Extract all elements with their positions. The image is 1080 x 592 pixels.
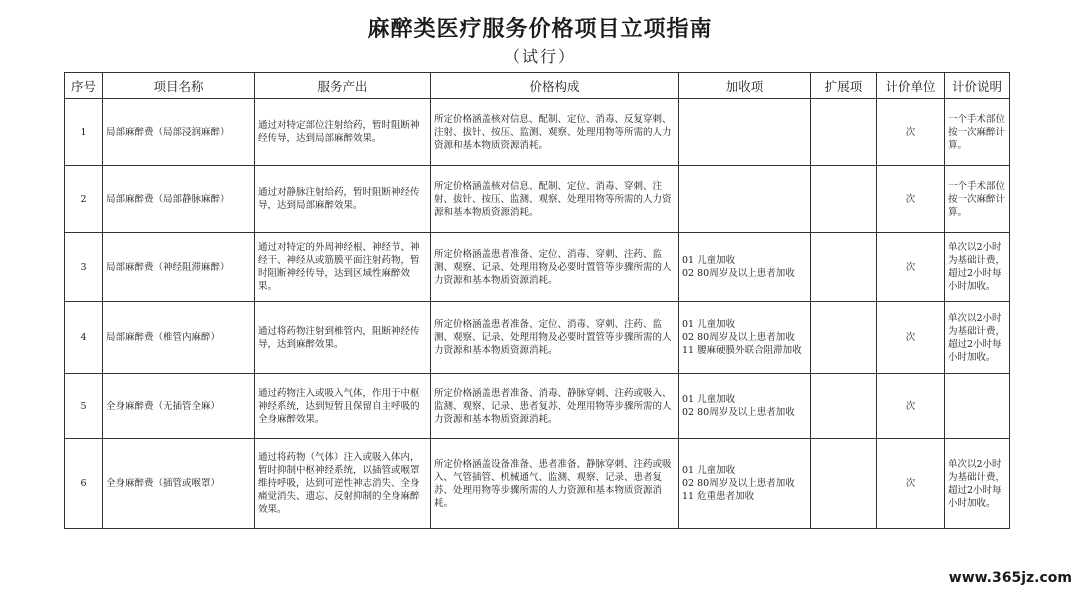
surcharge-item: 01 儿童加收 [682,255,736,266]
surcharge-item: 01 儿童加收 [682,465,736,476]
cell-extension [811,439,877,529]
site-watermark: www.365jz.com [948,570,1072,586]
table-row [65,233,1010,302]
cell-pricing-note: 一个手术部位按一次麻醉计算。 [945,166,1010,233]
surcharge-item: 02 80周岁及以上患者加收 [682,407,795,418]
cell-pricing-note: 单次以2小时为基础计费，超过2小时每小时加收。 [945,439,1010,529]
cell-pricing-unit: 次 [877,439,945,529]
table-row [65,166,1010,233]
cell-extension [811,99,877,166]
cell-pricing-unit: 次 [877,233,945,302]
cell-no: 4 [65,302,103,374]
cell-pricing-unit: 次 [877,374,945,439]
cell-no: 2 [65,166,103,233]
cell-surcharge [679,374,811,439]
cell-item-name: 全身麻醉费（无插管全麻） [103,374,255,439]
table-row [65,439,1010,529]
cell-pricing-note: 单次以2小时为基础计费，超过2小时每小时加收。 [945,302,1010,374]
header-surcharge: 加收项 [679,73,811,99]
cell-surcharge [679,302,811,374]
cell-pricing-unit: 次 [877,166,945,233]
cell-no: 6 [65,439,103,529]
cell-item-name: 局部麻醉费（椎管内麻醉） [103,302,255,374]
header-pricing-note: 计价说明 [945,73,1010,99]
surcharge-item: 02 80周岁及以上患者加收 [682,478,795,489]
cell-surcharge [679,233,811,302]
cell-pricing-note: 一个手术部位按一次麻醉计算。 [945,99,1010,166]
cell-price-composition: 所定价格涵盖患者准备、定位、消毒、穿刺、注药、监测、观察、记录、处理用物及必要时置管等步骤所需的人力资源和基本物质资源消耗。 [431,233,679,302]
header-price-composition: 价格构成 [431,73,679,99]
cell-extension [811,166,877,233]
cell-service-output: 通过将药物注射到椎管内，阻断神经传导，达到麻醉效果。 [255,302,431,374]
header-no: 序号 [65,73,103,99]
table-row [65,374,1010,439]
document-subtitle: （试行） [503,47,576,66]
cell-item-name: 全身麻醉费（插管或喉罩） [103,439,255,529]
cell-item-name: 局部麻醉费（局部浸润麻醉） [103,99,255,166]
surcharge-item: 02 80周岁及以上患者加收 [682,332,795,343]
cell-surcharge [679,99,811,166]
cell-extension [811,302,877,374]
cell-surcharge [679,166,811,233]
cell-pricing-note [945,374,1010,439]
table-header-row [65,73,1010,99]
cell-price-composition: 所定价格涵盖核对信息、配制、定位、消毒、穿刺、注射、拔针、按压、监测、观察、处理用物等所需的人力资源和基本物质资源消耗。 [431,166,679,233]
cell-extension [811,374,877,439]
cell-surcharge [679,439,811,529]
table-row [65,302,1010,374]
cell-pricing-unit: 次 [877,99,945,166]
cell-service-output: 通过药物注入或吸入气体，作用于中枢神经系统，达到短暂且保留自主呼吸的全身麻醉效果。 [255,374,431,439]
cell-service-output: 通过对特定的外周神经根、神经节、神经干、神经从或筋膜平面注射药物，暂时阻断神经传导，达到区域性麻醉效果。 [255,233,431,302]
table-row [65,99,1010,166]
header-pricing-unit: 计价单位 [877,73,945,99]
cell-price-composition: 所定价格涵盖核对信息、配制、定位、消毒、反复穿刺、注射、拔针、按压、监测、观察、处理用物等所需的人力资源和基本物质资源消耗。 [431,99,679,166]
document-title: 麻醉类医疗服务价格项目立项指南 [367,17,713,42]
surcharge-item: 01 儿童加收 [682,394,736,405]
cell-service-output: 通过对特定部位注射给药，暂时阻断神经传导，达到局部麻醉效果。 [255,99,431,166]
cell-no: 5 [65,374,103,439]
cell-no: 3 [65,233,103,302]
surcharge-item: 11 腰麻硬膜外联合阻滞加收 [682,345,802,356]
cell-item-name: 局部麻醉费（神经阻滞麻醉） [103,233,255,302]
cell-no: 1 [65,99,103,166]
surcharge-item: 01 儿童加收 [682,319,736,330]
cell-item-name: 局部麻醉费（局部静脉麻醉） [103,166,255,233]
surcharge-item: 02 80周岁及以上患者加收 [682,268,795,279]
cell-price-composition: 所定价格涵盖患者准备、定位、消毒、穿刺、注药、监测、观察、记录、处理用物及必要时置管等步骤所需的人力资源和基本物质资源消耗。 [431,302,679,374]
cell-pricing-note: 单次以2小时为基础计费，超过2小时每小时加收。 [945,233,1010,302]
surcharge-item: 11 危重患者加收 [682,491,755,502]
cell-price-composition: 所定价格涵盖患者准备、消毒、静脉穿刺、注药或吸入、监测、观察、记录、患者复苏、处理用物等步骤所需的人力资源和基本物质资源消耗。 [431,374,679,439]
header-service-output: 服务产出 [255,73,431,99]
header-extension: 扩展项 [811,73,877,99]
price-guide-table [64,72,1010,529]
header-item-name: 项目名称 [103,73,255,99]
cell-price-composition: 所定价格涵盖设备准备、患者准备、静脉穿刺、注药或吸入、气管插管、机械通气、监测、观察、记录、患者复苏、处理用物等步骤所需的人力资源和基本物质资源消耗。 [431,439,679,529]
cell-pricing-unit: 次 [877,302,945,374]
cell-service-output: 通过对静脉注射给药，暂时阻断神经传导，达到局部麻醉效果。 [255,166,431,233]
cell-service-output: 通过将药物（气体）注入或吸入体内，暂时抑制中枢神经系统，以插管或喉罩维持呼吸，达到可逆性神志消失、全身痛觉消失、遗忘、反射抑制的全身麻醉效果。 [255,439,431,529]
cell-extension [811,233,877,302]
